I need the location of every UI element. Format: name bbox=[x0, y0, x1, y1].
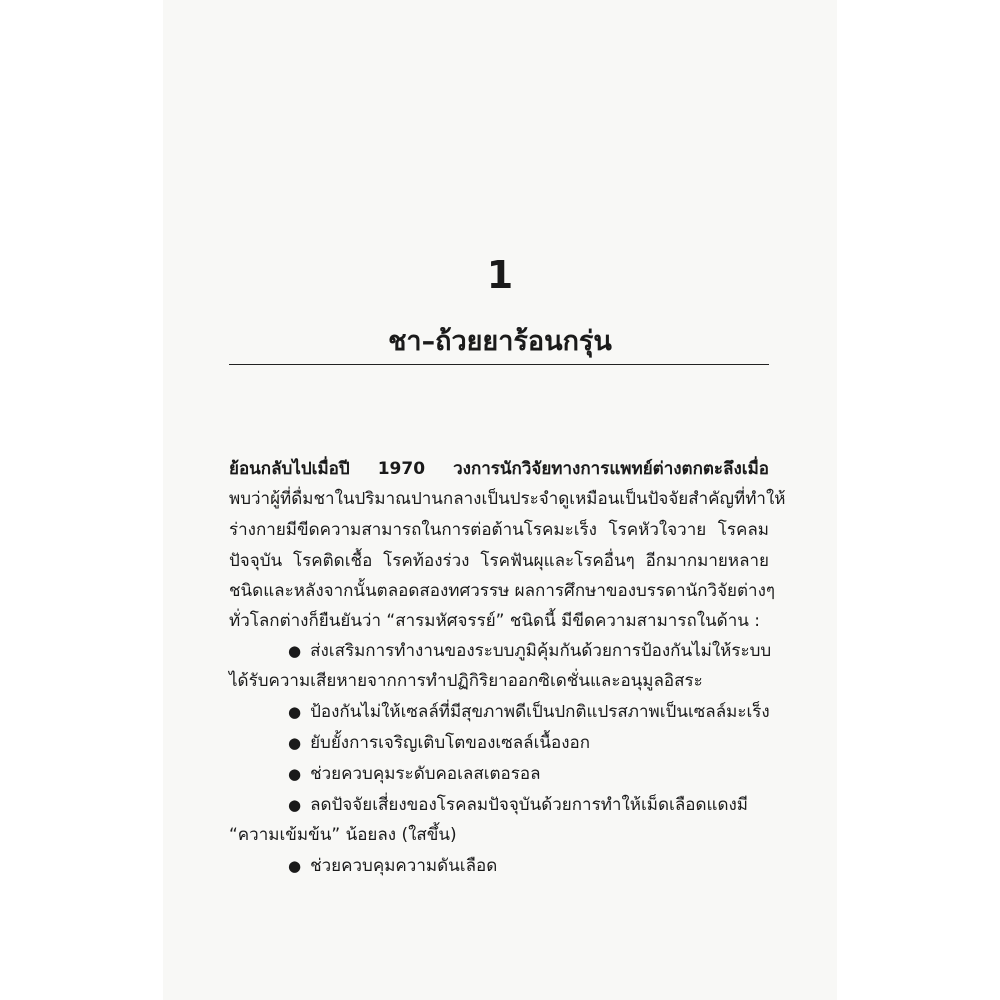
title-underline bbox=[229, 364, 769, 365]
intro-line: ร่างกายมีขีดความสามารถในการต่อต้านโรคมะเร็ง โรคหัวใจวาย โรคลม bbox=[229, 520, 769, 540]
bullet-continuation: “ความเข้มข้น” น้อยลง (ใสขึ้น) bbox=[229, 825, 457, 845]
bullet-dot-icon: ● bbox=[288, 642, 302, 660]
chapter-title: ชา–ถ้วยยาร้อนกรุ่น bbox=[388, 326, 612, 357]
intro-line: ทั่วโลกต่างก็ยืนยันว่า “สารมหัศจรรย์” ชนิดนี้ มีขีดความสามารถในด้าน : bbox=[229, 611, 761, 631]
bullet-item bbox=[288, 759, 541, 789]
bullet-item bbox=[288, 697, 770, 727]
bullet-text: ยับยั้งการเจริญเติบโตของเซลล์เนื้องอก bbox=[310, 733, 591, 753]
bullet-item bbox=[288, 790, 748, 820]
intro-lead-line: ย้อนกลับไปเมื่อปี 1970 วงการนักวิจัยทางการแพทย์ต่างตกตะลึงเมื่อ bbox=[229, 459, 769, 479]
bullet-continuation: ได้รับความเสียหายจากการทำปฏิกิริยาออกซิเดชั่นและอนุมูลอิสระ bbox=[229, 671, 703, 691]
bullet-text: ป้องกันไม่ให้เซลล์ที่มีสุขภาพดีเป็นปกติแปรสภาพเป็นเซลล์มะเร็ง bbox=[310, 702, 770, 722]
bullet-text: ลดปัจจัยเสี่ยงของโรคลมปัจจุบันด้วยการทำให้เม็ดเลือดแดงมี bbox=[310, 795, 749, 815]
intro-line: พบว่าผู้ที่ดื่มชาในปริมาณปานกลางเป็นประจำดูเหมือนเป็นปัจจัยสำคัญที่ทำให้ bbox=[229, 489, 786, 509]
bullet-dot-icon: ● bbox=[288, 765, 302, 783]
chapter-number: 1 bbox=[486, 253, 514, 297]
bullet-item bbox=[288, 851, 497, 881]
bullet-dot-icon: ● bbox=[288, 796, 302, 814]
bullet-dot-icon: ● bbox=[288, 703, 302, 721]
intro-line: ปัจจุบัน โรคติดเชื้อ โรคท้องร่วง โรคฟันผุและโรคอื่นๆ อีกมากมายหลาย bbox=[229, 551, 769, 571]
bullet-text: ช่วยควบคุมระดับคอเลสเตอรอล bbox=[310, 764, 541, 784]
intro-line: ชนิดและหลังจากนั้นตลอดสองทศวรรษ ผลการศึกษาของบรรดานักวิจัยต่างๆ bbox=[229, 581, 776, 601]
bullet-item bbox=[288, 636, 771, 666]
bullet-text: ส่งเสริมการทำงานของระบบภูมิคุ้มกันด้วยการป้องกันไม่ให้ระบบ bbox=[310, 641, 772, 661]
bullet-dot-icon: ● bbox=[288, 734, 302, 752]
bullet-dot-icon: ● bbox=[288, 857, 302, 875]
bullet-text: ช่วยควบคุมความดันเลือด bbox=[310, 856, 498, 876]
bullet-item bbox=[288, 728, 590, 758]
